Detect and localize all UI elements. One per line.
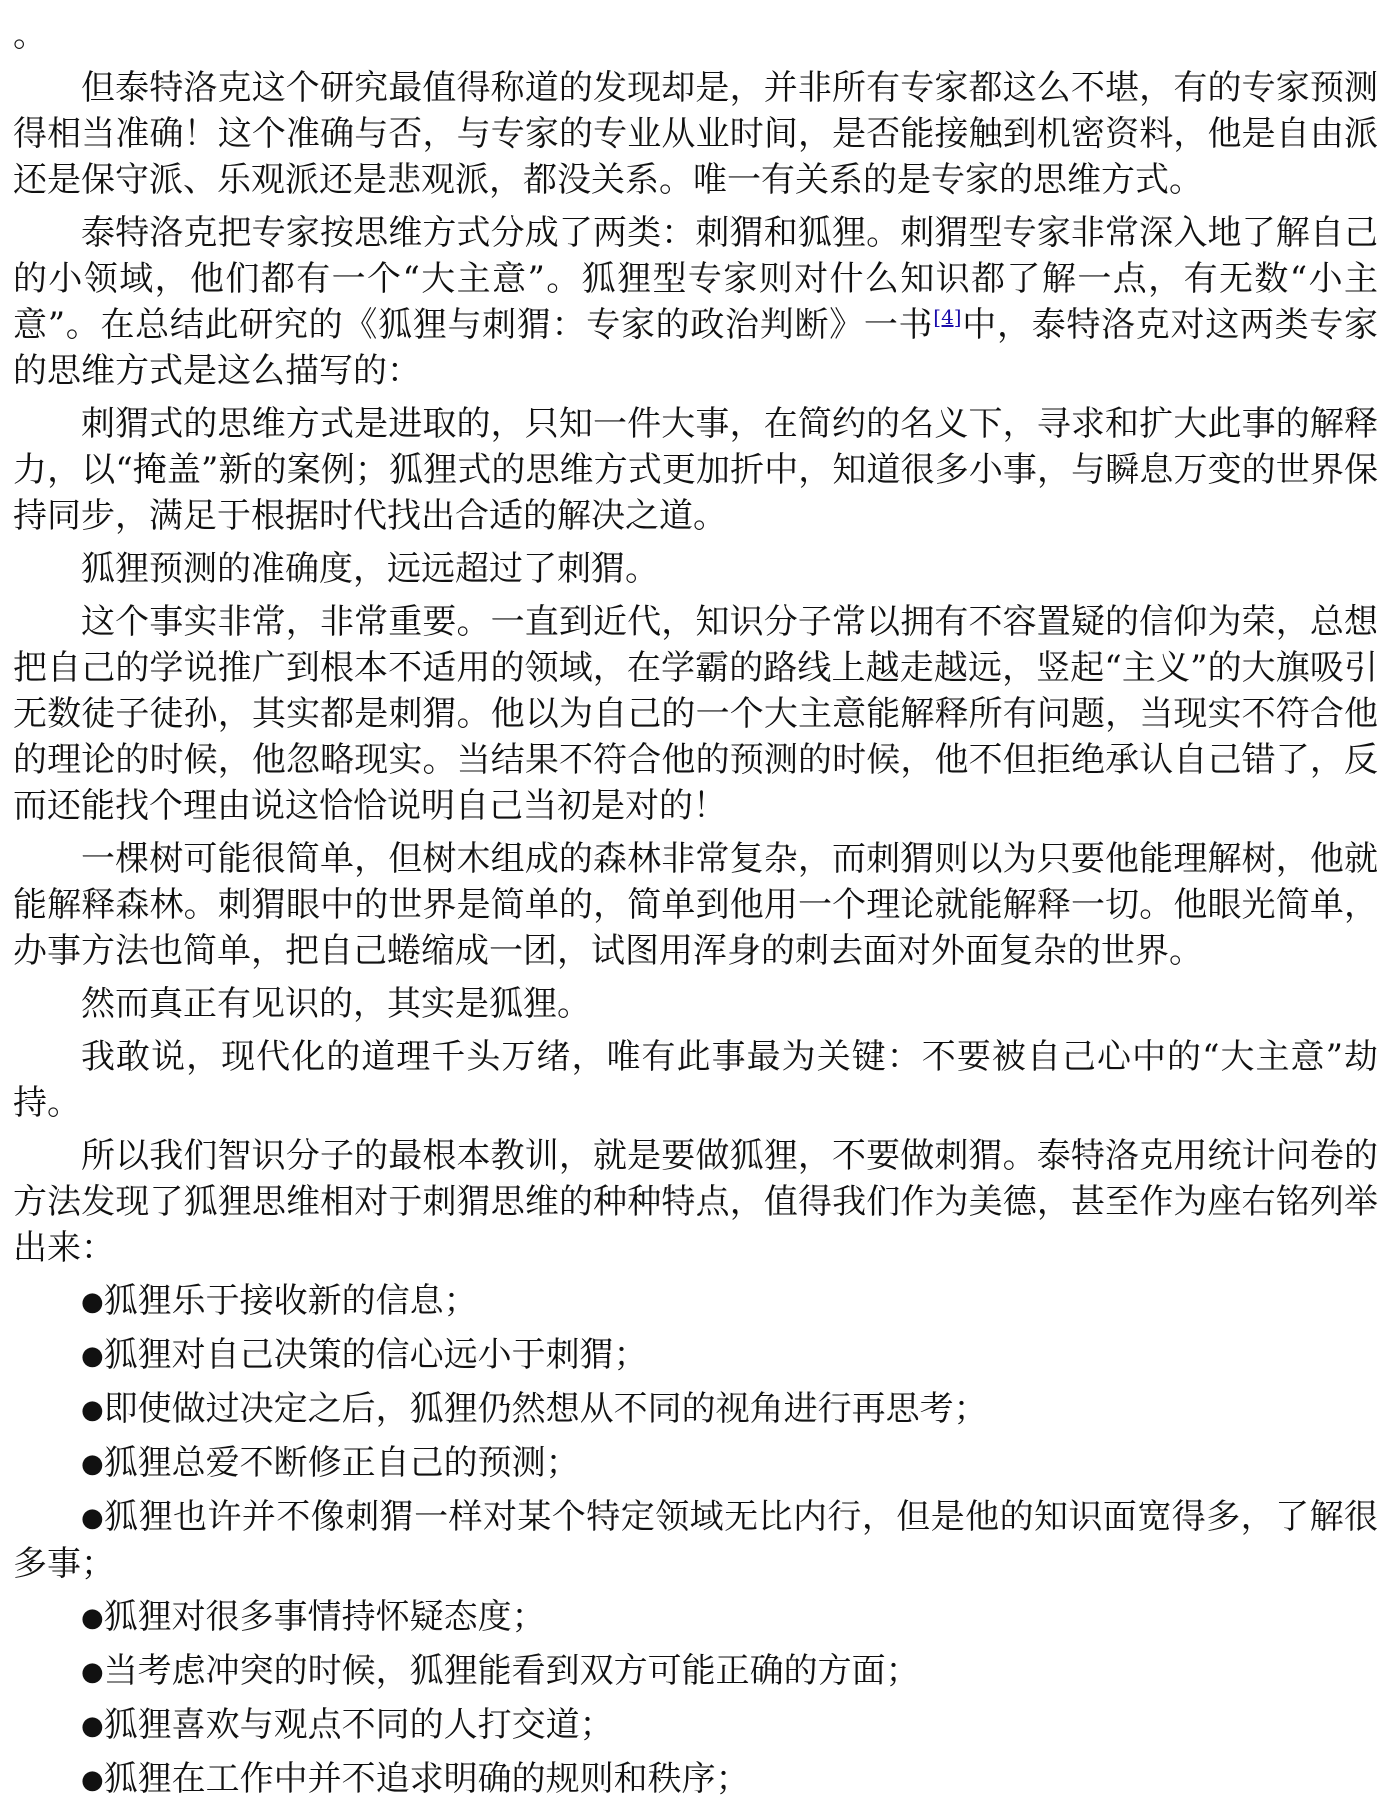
bullet-text: 狐狸在工作中并不追求明确的规则和秩序；	[103, 1759, 750, 1799]
bullet-item	[13, 1332, 1378, 1379]
paragraph: 刺猬式的思维方式是进取的，只知一件大事，在简约的名义下，寻求和扩大此事的解释力，以“掩盖”新的案例；狐狸式的思维方式更加折中，知道很多小事，与瞬息万变的世界保持同步，满足于根据时代找出合适的解决之道。	[13, 404, 1378, 536]
bullet-dot-icon: ●	[81, 1765, 104, 1795]
paragraph: 所以我们智识分子的最根本教训，就是要做狐狸，不要做刺猬。泰特洛克用统计问卷的方法发现了狐狸思维相对于刺猬思维的种种特点，值得我们作为美德，甚至作为座右铭列举出来：	[13, 1136, 1378, 1268]
bullet-text: 狐狸也许并不像刺猬一样对某个特定领域无比内行，但是他的知识面宽得多，了解很多事；	[13, 1497, 1379, 1584]
bullet-dot-icon: ●	[81, 1503, 105, 1533]
paragraph: 但泰特洛克这个研究最值得称道的发现却是，并非所有专家都这么不堪，有的专家预测得相当准确！这个准确与否，与专家的专业从业时间，是否能接触到机密资料，他是自由派还是保守派、乐观派还是悲观派，都没关系。唯一有关系的是专家的思维方式。	[13, 68, 1378, 200]
paragraph: 这个事实非常，非常重要。一直到近代，知识分子常以拥有不容置疑的信仰为荣，总想把自己的学说推广到根本不适用的领域，在学霸的路线上越走越远，竖起“主义”的大旗吸引无数徒子徒孙，其实都是刺猬。他以为自己的一个大主意能解释所有问题，当现实不符合他的理论的时候，他忽略现实。当结果不符合他的预测的时候，他不但拒绝承认自己错了，反而还能找个理由说这恰恰说明自己当初是对的！	[13, 602, 1378, 826]
paragraph-with-footnote	[13, 210, 1378, 394]
bullet-text: 狐狸乐于接收新的信息；	[103, 1281, 478, 1321]
bullet-item	[13, 1756, 1378, 1803]
bullet-dot-icon: ●	[81, 1657, 104, 1687]
bullet-item	[13, 1494, 1378, 1587]
bullet-item	[13, 1702, 1378, 1749]
bullet-text: 即使做过决定之后，狐狸仍然想从不同的视角进行再思考；	[103, 1389, 988, 1429]
bullet-item	[13, 1594, 1378, 1641]
footnote-link[interactable]: [4]	[933, 305, 962, 329]
paragraph-text-before: 泰特洛克把专家按思维方式分成了两类：刺猬和狐狸。刺猬型专家非常深入地了解自己的小领域，他们都有一个“大主意”。狐狸型专家则对什么知识都了解一点，有无数“小主意”。在总结此研究的《狐狸与刺猬：专家的政治判断》一书	[13, 213, 1378, 345]
bullet-dot-icon: ●	[81, 1449, 104, 1479]
paragraph-text-after: 中，泰特洛克对这两类专家的思维方式是这么描写的：	[13, 305, 1378, 391]
bullet-text: 当考虑冲突的时候，狐狸能看到双方可能正确的方面；	[103, 1651, 920, 1691]
bullet-item	[13, 1440, 1378, 1487]
bullet-text: 狐狸对很多事情持怀疑态度；	[103, 1597, 546, 1637]
bullet-text: 狐狸总爱不断修正自己的预测；	[103, 1443, 580, 1483]
paragraph: 我敢说，现代化的道理千头万绪，唯有此事最为关键：不要被自己心中的“大主意”劫持。	[13, 1037, 1378, 1123]
bullet-text: 狐狸喜欢与观点不同的人打交道；	[103, 1705, 614, 1745]
bullet-item	[13, 1386, 1378, 1433]
bullet-dot-icon: ●	[81, 1395, 104, 1425]
paragraph: 一棵树可能很简单，但树木组成的森林非常复杂，而刺猬则以为只要他能理解树，他就能解释森林。刺猬眼中的世界是简单的，简单到他用一个理论就能解释一切。他眼光简单，办事方法也简单，把自己蜷缩成一团，试图用浑身的刺去面对外面复杂的世界。	[13, 839, 1378, 971]
bullet-dot-icon: ●	[81, 1711, 104, 1741]
document-page	[13, 12, 1378, 1810]
bullet-item	[13, 1278, 1378, 1325]
paragraph-fragment: 。	[13, 15, 47, 55]
bullet-item	[13, 1648, 1378, 1695]
bullet-text: 狐狸对自己决策的信心远小于刺猬；	[103, 1335, 648, 1375]
paragraph: 狐狸预测的准确度，远远超过了刺猬。	[81, 549, 659, 589]
bullet-dot-icon: ●	[81, 1341, 104, 1371]
paragraph: 然而真正有见识的，其实是狐狸。	[81, 984, 591, 1024]
bullet-dot-icon: ●	[81, 1603, 104, 1633]
bullet-dot-icon: ●	[81, 1287, 104, 1317]
